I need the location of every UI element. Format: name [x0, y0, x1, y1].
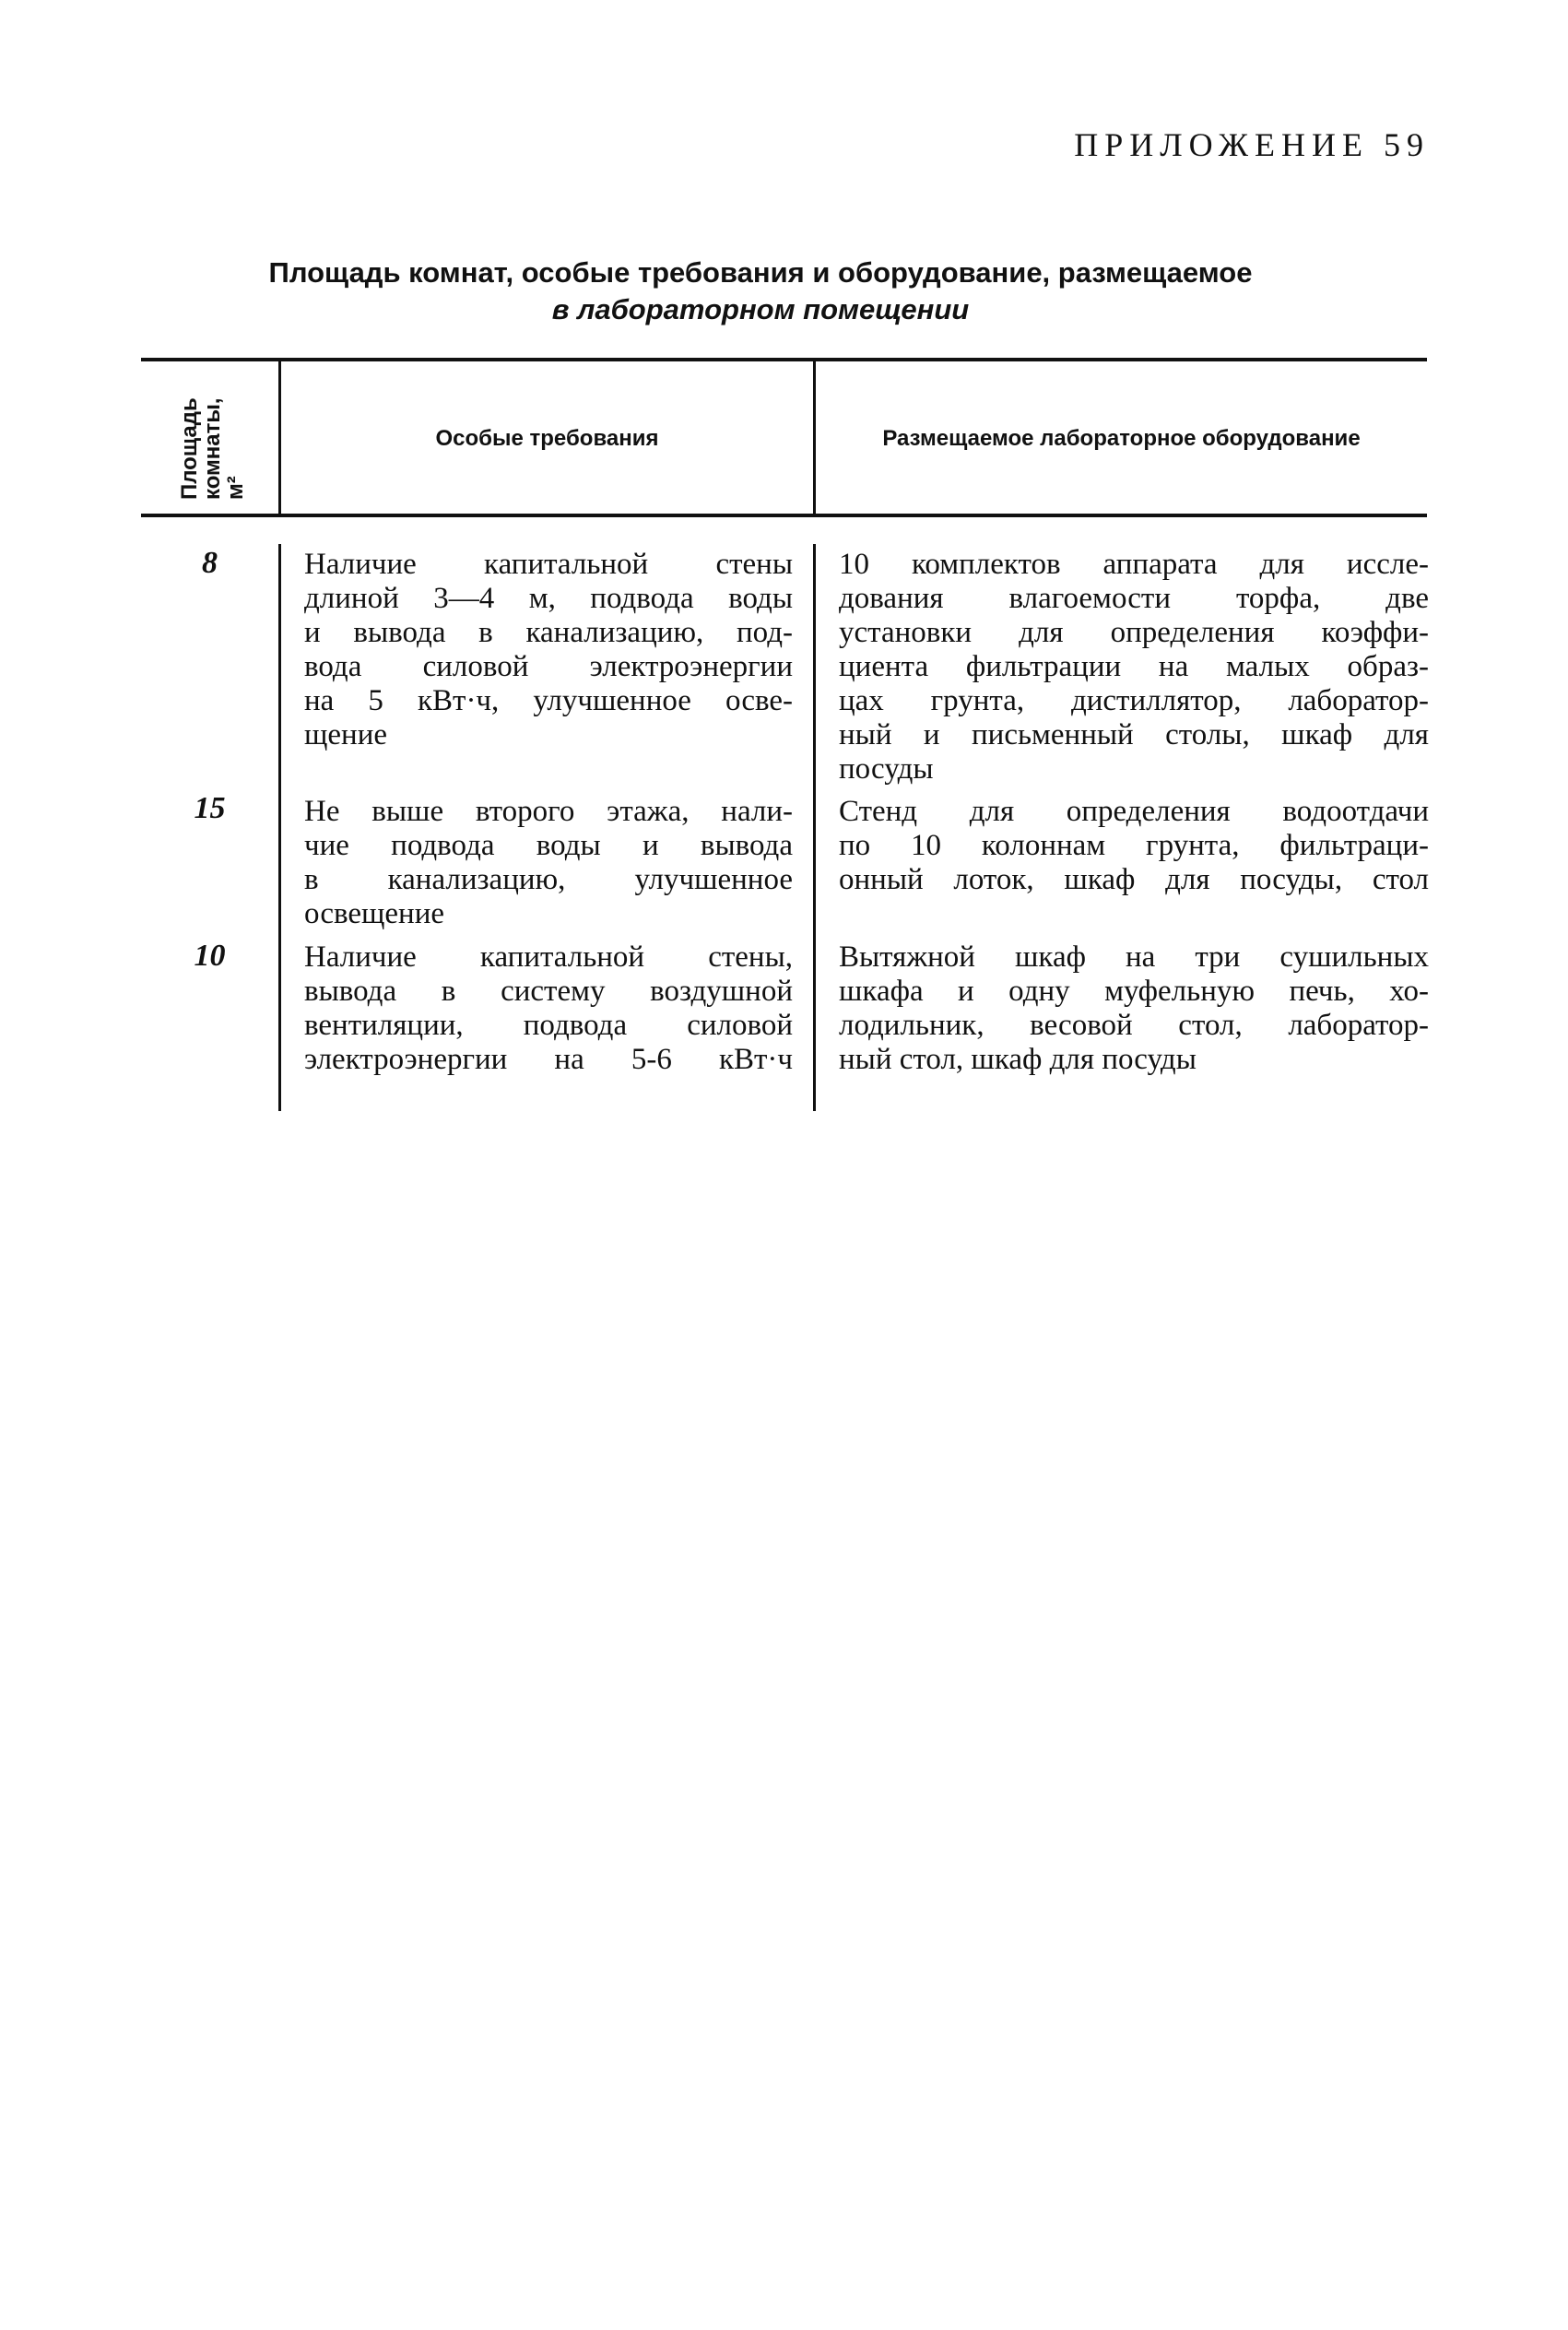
header-requirements: Особые требования — [435, 426, 659, 451]
row-1-req-line: вода силовой электроэнергии — [304, 650, 793, 683]
row-2-req-line: чие подвода воды и вывода — [304, 829, 793, 862]
row-1-req-line: и вывода в канализацию, под- — [304, 616, 793, 649]
row-1-req-line: щение — [304, 718, 388, 751]
header-equipment: Размещаемое лабораторное оборудование — [882, 426, 1361, 451]
row-3-req-line: электроэнергии на 5-6 кВт·ч — [304, 1043, 793, 1076]
row-1-eq-line: циента фильтрации на малых образ- — [839, 650, 1429, 683]
row-1-req-line: на 5 кВт·ч, улучшенное осве- — [304, 684, 793, 717]
row-3-req-line: вывода в систему воздушной — [304, 975, 793, 1008]
header-area-line3: м² — [223, 476, 248, 500]
table-top-rule — [141, 358, 1427, 361]
row-1-eq-line: установки для определения коэффи- — [839, 616, 1429, 649]
header-area-line1: Площадь — [177, 397, 202, 500]
row-3-eq-line: ный стол, шкаф для посуды — [839, 1043, 1197, 1076]
row-1-eq-line: 10 комплектов аппарата для иссле- — [839, 548, 1429, 581]
row-1-eq-line: дования влагоемости торфа, две — [839, 582, 1429, 615]
row-3-equipment — [839, 940, 1429, 1077]
row-2-eq-line: по 10 колоннам грунта, фильтраци- — [839, 829, 1429, 862]
row-3-req-line: Наличие капитальной стены, — [304, 940, 793, 974]
row-1-requirements — [304, 548, 793, 752]
table-title-line2: в лабораторном помещении — [551, 293, 970, 325]
row-3-area: 10 — [194, 939, 226, 973]
row-3-req-line: вентиляции, подвода силовой — [304, 1009, 793, 1042]
table-header-rule — [141, 514, 1427, 517]
row-3-eq-line: шкафа и одну муфельную печь, хо- — [839, 975, 1429, 1008]
row-1-req-line: Наличие капитальной стены — [304, 548, 793, 581]
header-area-text — [178, 361, 247, 500]
row-3-eq-line: лодильник, весовой стол, лаборатор- — [839, 1009, 1429, 1042]
row-2-req-line: освещение — [304, 897, 445, 930]
row-1-req-line: длиной 3—4 м, подвода воды — [304, 582, 793, 615]
row-1-area: 8 — [202, 546, 218, 580]
row-2-req-line: Не выше второго этажа, нали- — [304, 795, 793, 828]
row-3-requirements — [304, 940, 793, 1077]
table-title-line1: Площадь комнат, особые требования и оборудование, размещаемое — [268, 256, 1253, 289]
row-1-eq-line: ный и письменный столы, шкаф для — [839, 718, 1429, 751]
row-3-eq-line: Вытяжной шкаф на три сушильных — [839, 940, 1429, 974]
body-divider-1 — [278, 544, 281, 1111]
row-1-eq-line: цах грунта, дистиллятор, лаборатор- — [839, 684, 1429, 717]
row-1-eq-line: посуды — [839, 752, 934, 786]
table-title — [138, 254, 1383, 328]
row-1-equipment — [839, 548, 1429, 787]
row-2-eq-line: онный лоток, шкаф для посуды, стол — [839, 863, 1429, 896]
header-area — [141, 361, 279, 514]
body-divider-2 — [813, 544, 816, 1111]
row-2-area: 15 — [194, 791, 226, 825]
row-2-req-line: в канализацию, улучшенное — [304, 863, 793, 896]
header-area-line2: комнаты, — [200, 397, 225, 500]
row-2-requirements — [304, 795, 793, 931]
row-2-eq-line: Стенд для определения водоотдачи — [839, 795, 1429, 828]
row-2-equipment — [839, 795, 1429, 897]
appendix-label: ПРИЛОЖЕНИЕ 59 — [1074, 126, 1430, 163]
